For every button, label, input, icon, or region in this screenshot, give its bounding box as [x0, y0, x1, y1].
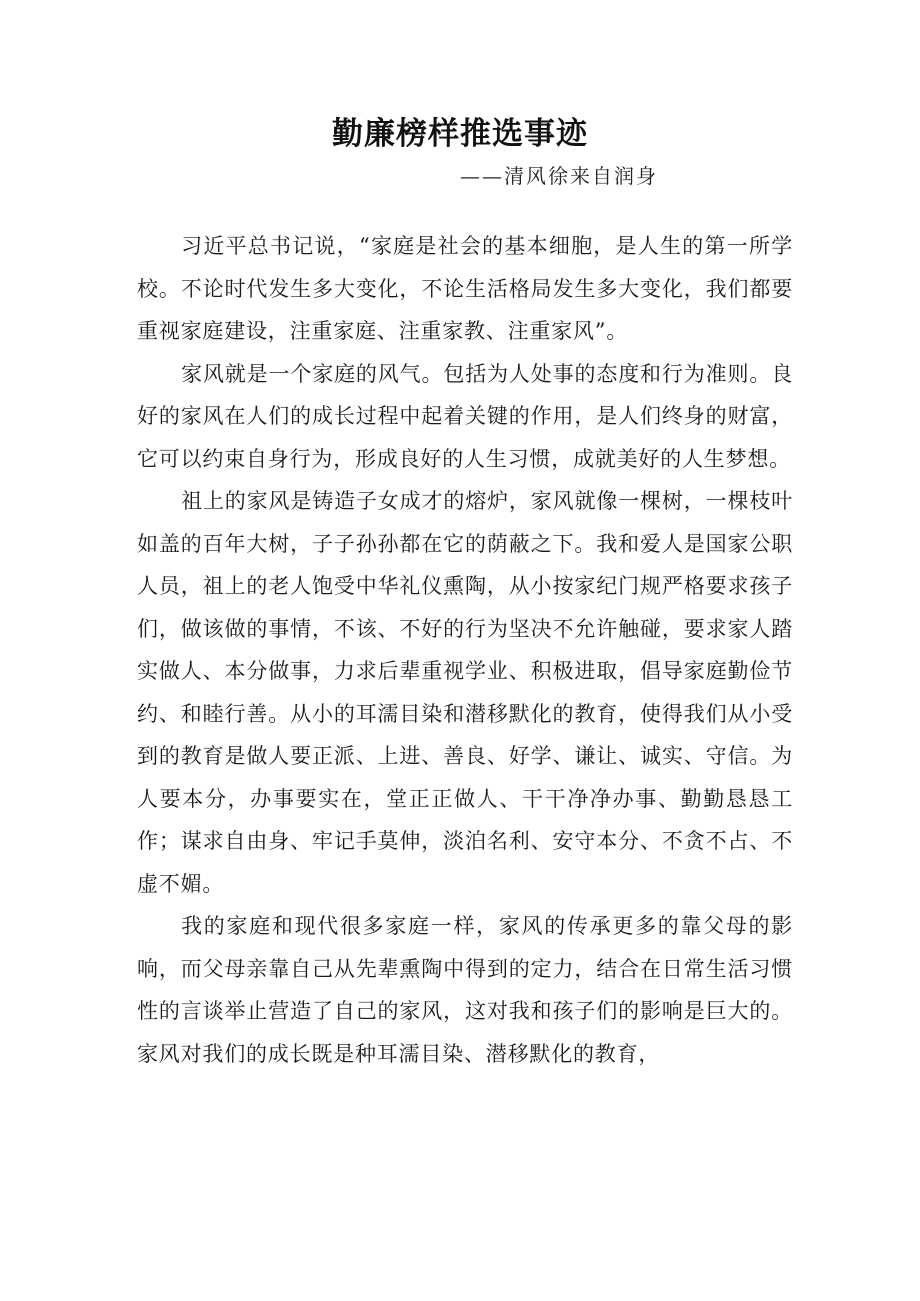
document-body — [137, 225, 793, 1075]
document-title: 勤廉榜样推选事迹 — [332, 116, 588, 152]
paragraph-4: 我的家庭和现代很多家庭一样，家风的传承更多的靠父母的影响，而父母亲靠自己从先辈熏陶中得到的定力，结合在日常生活习惯性的言谈举止营造了自己的家风，这对我和孩子们的影响是巨大的。家风对我们的成长既是种耳濡目染、潜移默化的教育， — [137, 914, 793, 1066]
paragraph-3: 祖上的家风是铸造子女成才的熔炉，家风就像一棵树，一棵枝叶如盖的百年大树，子子孙孙都在它的荫蔽之下。我和爱人是国家公职人员，祖上的老人饱受中华礼仪熏陶，从小按家纪门规严格要求孩子们，做该做的事情，不该、不好的行为坚决不允许触碰，要求家人踏实做人、本分做事，力求后辈重视学业、积极进取，倡导家庭勤俭节约、和睦行善。从小的耳濡目染和潜移默化的教育，使得我们从小受到的教育是做人要正派、上进、善良、好学、谦让、诚实、守信。为人要本分，办事要实在，堂正正做人、干干净净办事、勤勤恳恳工作；谋求自由身、牢记手莫伸，淡泊名利、安守本分、不贪不占、不虚不媚。 — [137, 489, 793, 896]
paragraph-2: 家风就是一个家庭的风气。包括为人处事的态度和行为准则。良好的家风在人们的成长过程中起着关键的作用，是人们终身的财富，它可以约束自身行为，形成良好的人生习惯，成就美好的人生梦想。 — [137, 361, 793, 471]
paragraph-1: 习近平总书记说，“家庭是社会的基本细胞，是人生的第一所学校。不论时代发生多大变化，不论生活格局发生多大变化，我们都要重视家庭建设，注重家庭、注重家教、注重家风”。 — [137, 234, 793, 343]
document-subtitle: ——清风徐来自润身 — [460, 164, 658, 188]
